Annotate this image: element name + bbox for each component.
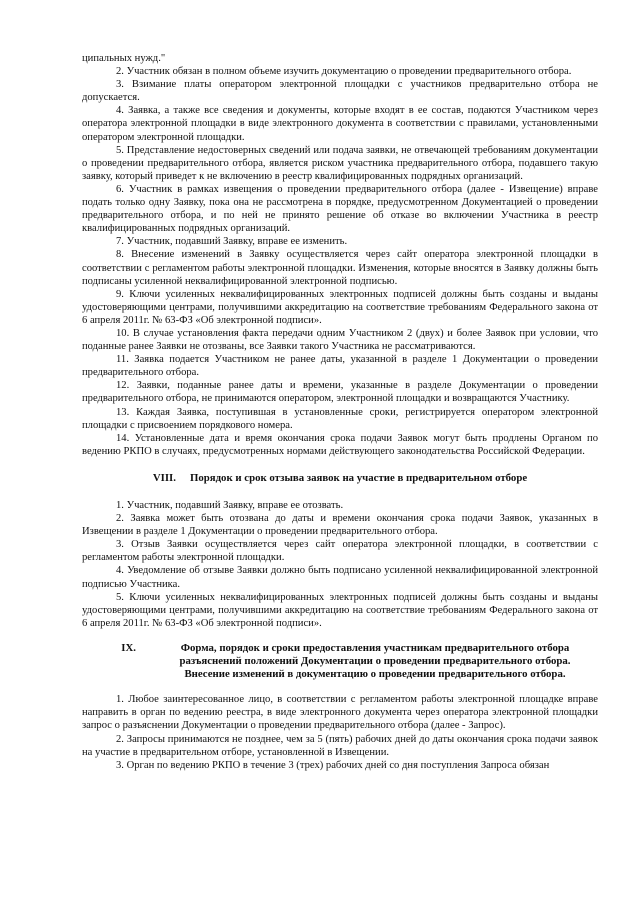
- paragraph: 8. Внесение изменений в Заявку осуществляется через сайт оператора электронной площадки в соответствии с регламентом работы электронной площадки. Изменения, которые вносятся в Заявку должны быть подписаны усиленной неквалифицированной электронной подписью.: [82, 249, 598, 287]
- paragraph: 4. Заявка, а также все сведения и документы, которые входят в ее состав, подаются Участником через оператора электронной площадки в виде электронного документа в соответствии с правилами, установленными оператором электронной площадки.: [82, 105, 598, 143]
- paragraph: 2. Заявка может быть отозвана до даты и времени окончания срока подачи Заявок, указанных в Извещении в разделе 1 Документации о проведении предварительного отбора.: [82, 513, 598, 538]
- paragraph: 1. Любое заинтересованное лицо, в соответствии с регламентом работы электронной площадке вправе направить в орган по ведению реестра, в виде электронного документа через оператора электронной площадки запрос о разъяснении Документации о проведении предварительного отбора (далее - Запрос).: [82, 694, 598, 732]
- section-8-title: Порядок и срок отзыва заявок на участие в предварительном отборе: [189, 471, 528, 484]
- paragraph: 5. Представление недостоверных сведений или подача заявки, не отвечающей требованиям документации о проведении предварительного отбора, является риском участника предварительного отбора, подавшего такую заявку, который приведет к не включению в реестр квалифицированных подрядных организаций.: [82, 144, 598, 182]
- section-9-number: IX.: [121, 641, 136, 654]
- section-8-items: [82, 499, 598, 630]
- paragraph: 1. Участник, подавший Заявку, вправе ее отозвать.: [116, 500, 344, 511]
- section-9-title-line: Внесение изменений в документацию о проведении предварительного отбора.: [184, 668, 566, 681]
- section-9-title-line: разъяснений положений Документации о проведении предварительного отбора.: [179, 655, 571, 668]
- paragraph: 7. Участник, подавший Заявку, вправе ее изменить.: [116, 236, 348, 248]
- section-9-title-line: Форма, порядок и сроки предоставления участникам предварительного отбора: [180, 641, 570, 654]
- section-9-items: [82, 693, 598, 772]
- section-8-heading: [82, 472, 598, 485]
- paragraph: 2. Участник обязан в полном объеме изучить документацию о проведении предварительного отбора.: [116, 66, 572, 78]
- paragraph: 4. Уведомление об отзыве Заявки должно быть подписано усиленной неквалифицированной электронной подписью Участника.: [82, 565, 598, 590]
- paragraph: 9. Ключи усиленных неквалифицированных электронных подписей должны быть созданы и выданы удостоверяющими центрами, получившими аккредитацию на соответствие требованиям Федерального закона от 6 апреля 2011г. № 63-ФЗ «Об электронной подписи».: [82, 288, 598, 326]
- section-7-items: [82, 65, 598, 458]
- section-8-number: VIII.: [152, 471, 176, 484]
- document-page: [82, 52, 598, 772]
- paragraph: 2. Запросы принимаются не позднее, чем за 5 (пять) рабочих дней до даты окончания срока подачи заявок на участие в предварительном отборе, установленной в Извещении.: [82, 733, 598, 758]
- section-9-title: [152, 642, 598, 681]
- paragraph: 14. Установленные дата и время окончания срока подачи Заявок могут быть продлены Органом по ведению РКПО в случаях, предусмотренных нормами действующего законодательства Российской Федерации.: [82, 432, 598, 457]
- paragraph: 5. Ключи усиленных неквалифицированных электронных подписей должны быть созданы и выданы удостоверяющими центрами, получившими аккредитацию на соответствие требованиям Федерального закона от 6 апреля 2011г. № 63-ФЗ «Об электронной подписи».: [82, 591, 598, 629]
- paragraph: 13. Каждая Заявка, поступившая в установленные сроки, регистрируется оператором электронной площадки с присвоением порядкового номера.: [82, 406, 598, 431]
- paragraph: 3. Взимание платы оператором электронной площадки с участников предварительно отбора не допускается.: [82, 79, 598, 104]
- intro-tail: ципальных нужд.": [82, 53, 166, 64]
- paragraph: 3. Отзыв Заявки осуществляется через сайт оператора электронной площадки, в соответствии с регламентом работы электронной площадки.: [82, 539, 598, 564]
- paragraph: 11. Заявка подается Участником не ранее даты, указанной в разделе 1 Документации о проведении предварительного отбора.: [82, 354, 598, 379]
- section-9-heading: [82, 642, 598, 681]
- paragraph: 3. Орган по ведению РКПО в течение 3 (трех) рабочих дней со дня поступления Запроса обязан: [116, 759, 550, 771]
- paragraph: 6. Участник в рамках извещения о проведении предварительного отбора (далее - Извещение) вправе подать только одну Заявку, пока она не рассмотрена в порядке, предусмотренном Документацией о проведении предварительного отбора, и по ней не принято решение об отказе во включении Участника в реестр квалифицированных подрядных организаций.: [82, 183, 598, 235]
- paragraph: 10. В случае установления факта передачи одним Участником 2 (двух) и более Заявок при условии, что поданные ранее Заявки не отозваны, все Заявки такого Участника не рассматриваются.: [82, 327, 598, 353]
- paragraph: 12. Заявки, поданные ранее даты и времени, указанные в разделе Документации о проведении предварительного отбора, не принимаются оператором, электронной площадки и возвращаются Участнику.: [82, 380, 598, 405]
